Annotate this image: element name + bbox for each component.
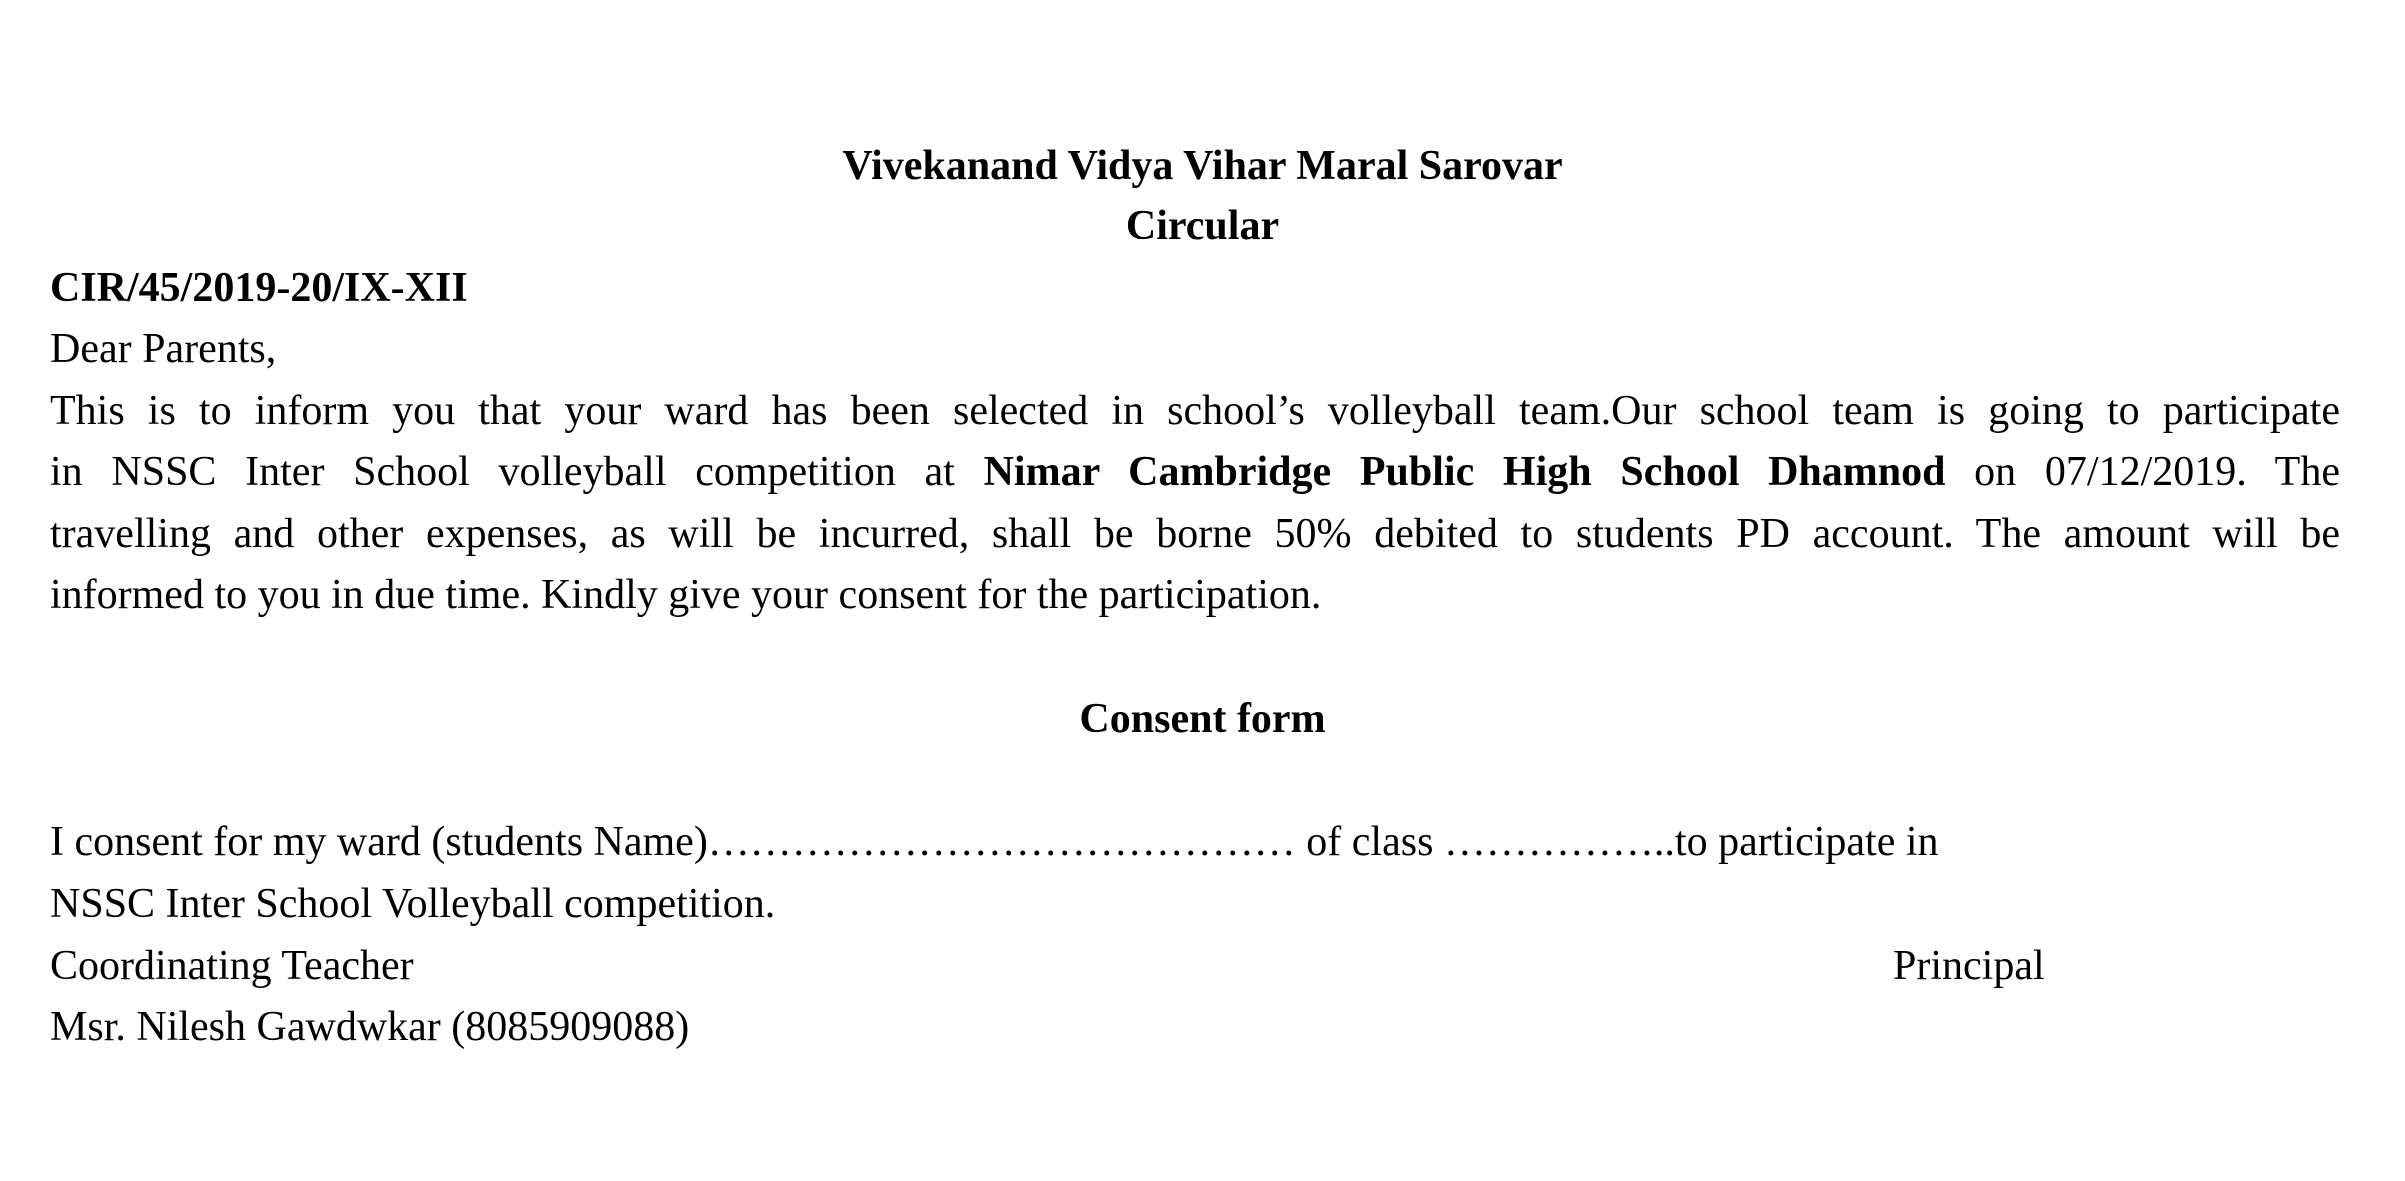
- body-line-2-text: in NSSC Inter School volleyball competition at: [50, 449, 984, 495]
- body-line-2: [50, 441, 2340, 503]
- salutation: Dear Parents,: [50, 326, 277, 372]
- document-type: Circular: [1125, 203, 1280, 249]
- principal-title: Principal: [1893, 943, 2045, 989]
- body-line-3: travelling and other expenses, as will be incurred, shall be borne 50% debited to students PD account. The amount will be: [50, 511, 2340, 557]
- body-line-4: informed to you in due time. Kindly give your consent for the participation.: [50, 572, 1322, 618]
- venue-name: Nimar Cambridge Public High School Dhamnod: [983, 449, 1946, 495]
- circular-reference: CIR/45/2019-20/IX-XII: [50, 265, 468, 311]
- school-name: Vivekanand Vidya Vihar Maral Sarovar: [842, 143, 1563, 189]
- coordinator-name: Msr. Nilesh Gawdwkar (8085909088): [50, 1004, 690, 1050]
- consent-line-1: I consent for my ward (students Name)…………………………………… of class ……………..to participate in: [50, 819, 1939, 865]
- body-line-2-date: on 07/12/2019. The: [1945, 449, 2340, 495]
- consent-line-2: NSSC Inter School Volleyball competition.: [50, 881, 776, 927]
- coordinator-title: Coordinating Teacher: [50, 943, 414, 989]
- body-line-1: This is to inform you that your ward has been selected in school’s volleyball team.Our school team is going to participate: [50, 388, 2340, 434]
- consent-form-title: Consent form: [1079, 696, 1326, 742]
